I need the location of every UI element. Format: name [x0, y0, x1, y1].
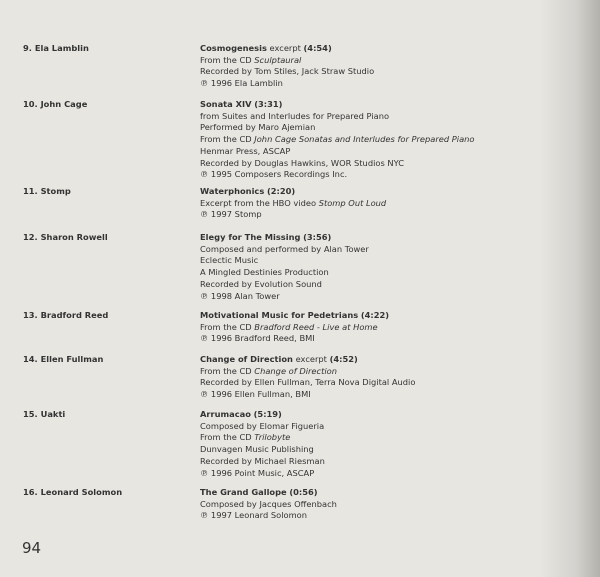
track-title: Sonata XIV	[200, 99, 252, 109]
track-credit-line	[200, 158, 560, 170]
track-title: Change of Direction	[200, 354, 293, 364]
track-credit-line	[200, 510, 560, 522]
track-details	[200, 487, 560, 522]
credit-text: Henmar Press, ASCAP	[200, 145, 291, 156]
track-title-line	[200, 43, 560, 55]
credit-text: Composed and performed by Alan Tower	[200, 243, 369, 254]
credit-text: From the CD	[200, 365, 255, 376]
credit-text: A Mingled Destinies Production	[200, 267, 329, 278]
track-title: Arrumacao	[200, 409, 251, 419]
track-title-note: excerpt	[266, 43, 304, 53]
track-title: Waterphonics	[200, 186, 265, 196]
track-duration: (4:22)	[360, 310, 390, 320]
track-title-line	[200, 232, 560, 244]
track-credit-line	[200, 389, 560, 401]
track-artist: 10. John Cage	[23, 99, 88, 109]
track-credit-line	[200, 146, 560, 158]
track-duration: (0:56)	[289, 487, 318, 497]
credit-italic-title: Sculptaural	[254, 54, 302, 65]
track-duration: (4:54)	[303, 43, 332, 53]
credit-text: From the CD	[200, 54, 255, 65]
track-credit-line	[200, 279, 560, 291]
credit-text: Composed by Jacques Offenbach	[200, 498, 337, 509]
track-credit-line	[200, 499, 560, 511]
track-title-line	[200, 99, 560, 111]
track-title: Cosmogenesis	[200, 43, 267, 53]
track-credit-line	[200, 468, 560, 480]
track-details	[200, 43, 560, 90]
track-artist: 15. Uakti	[23, 409, 66, 419]
credit-text: Recorded by Tom Stiles, Jack Straw Studio	[200, 66, 375, 77]
track-credit-line	[200, 244, 560, 256]
track-title: The Grand Gallope	[200, 487, 287, 497]
track-details	[200, 99, 560, 181]
track-details	[200, 409, 560, 479]
credit-text: Recorded by Douglas Hawkins, WOR Studios NYC	[200, 157, 405, 168]
track-credit-line	[200, 55, 560, 67]
track-credit-line	[200, 322, 560, 334]
track-title-line	[200, 186, 560, 198]
track-credit-line	[200, 198, 560, 210]
track-duration: (3:31)	[254, 99, 283, 109]
track-credit-line	[200, 333, 560, 345]
credit-text: Eclectic Music	[200, 255, 259, 266]
credit-text: Recorded by Ellen Fullman, Terra Nova Digital Audio	[200, 377, 416, 388]
credit-text: Composed by Elomar Figueria	[200, 420, 325, 431]
track-credit-line	[200, 444, 560, 456]
credit-text: Performed by Maro Ajemian	[200, 122, 316, 133]
track-artist: 16. Leonard Solomon	[23, 487, 123, 497]
track-duration: (3:56)	[303, 232, 332, 242]
credit-text: Recorded by Evolution Sound	[200, 278, 322, 289]
track-artist: 14. Ellen Fullman	[23, 354, 104, 364]
track-credit-line	[200, 122, 560, 134]
track-artist: 9. Ela Lamblin	[23, 43, 89, 53]
credit-text: ℗ 1997 Stomp	[200, 209, 262, 220]
credit-text: From the CD	[200, 134, 255, 145]
track-duration: (4:52)	[329, 354, 358, 364]
track-artist: 11. Stomp	[23, 186, 71, 196]
credit-text: from Suites and Interludes for Prepared Piano	[200, 110, 390, 121]
credit-text: From the CD	[200, 321, 255, 332]
page-number: 94	[22, 539, 42, 557]
track-title-line	[200, 409, 560, 421]
track-credit-line	[200, 255, 560, 267]
track-credit-line	[200, 209, 560, 221]
credit-italic-title: Trilobyte	[254, 432, 291, 443]
credit-text: Excerpt from the HBO video	[200, 197, 319, 208]
track-credit-line	[200, 111, 560, 123]
track-credit-line	[200, 456, 560, 468]
track-title-line	[200, 487, 560, 499]
track-title: Motivational Music for Pedetrians	[200, 310, 359, 320]
track-credit-line	[200, 291, 560, 303]
track-credit-line	[200, 267, 560, 279]
track-credit-line	[200, 432, 560, 444]
credit-text: ℗ 1996 Bradford Reed, BMI	[200, 333, 315, 344]
track-artist: 13. Bradford Reed	[23, 310, 109, 320]
credit-text: ℗ 1996 Point Music, ASCAP	[200, 467, 315, 478]
credit-italic-title: Change of Direction	[254, 365, 337, 376]
track-credit-line	[200, 421, 560, 433]
track-title: Elegy for The Missing	[200, 232, 301, 242]
credit-text: From the CD	[200, 432, 255, 443]
track-credit-line	[200, 377, 560, 389]
track-details	[200, 310, 560, 345]
track-credit-line	[200, 66, 560, 78]
credit-text: ℗ 1996 Ela Lamblin	[200, 78, 283, 89]
track-details	[200, 354, 560, 401]
track-artist: 12. Sharon Rowell	[23, 232, 108, 242]
track-details	[200, 186, 560, 221]
track-duration: (2:20)	[266, 186, 296, 196]
credit-text: Dunvagen Music Publishing	[200, 444, 314, 455]
credit-italic-title: Bradford Reed - Live at Home	[254, 321, 378, 332]
track-details	[200, 232, 560, 302]
credit-text: Recorded by Michael Riesman	[200, 455, 325, 466]
credit-text: ℗ 1998 Alan Tower	[200, 290, 280, 301]
track-credit-line	[200, 169, 560, 181]
credit-italic-title: John Cage Sonatas and Interludes for Prepared Piano	[254, 134, 475, 145]
credit-text: ℗ 1996 Ellen Fullman, BMI	[200, 389, 311, 400]
track-title-line	[200, 310, 560, 322]
track-credit-line	[200, 366, 560, 378]
track-title-line	[200, 354, 560, 366]
track-title-note: excerpt	[292, 354, 330, 364]
track-credit-line	[200, 78, 560, 90]
credit-text: ℗ 1997 Leonard Solomon	[200, 510, 307, 521]
credit-italic-title: Stomp Out Loud	[318, 197, 387, 208]
track-credit-line	[200, 134, 560, 146]
credit-text: ℗ 1995 Composers Recordings Inc.	[200, 169, 348, 180]
track-duration: (5:19)	[253, 409, 282, 419]
